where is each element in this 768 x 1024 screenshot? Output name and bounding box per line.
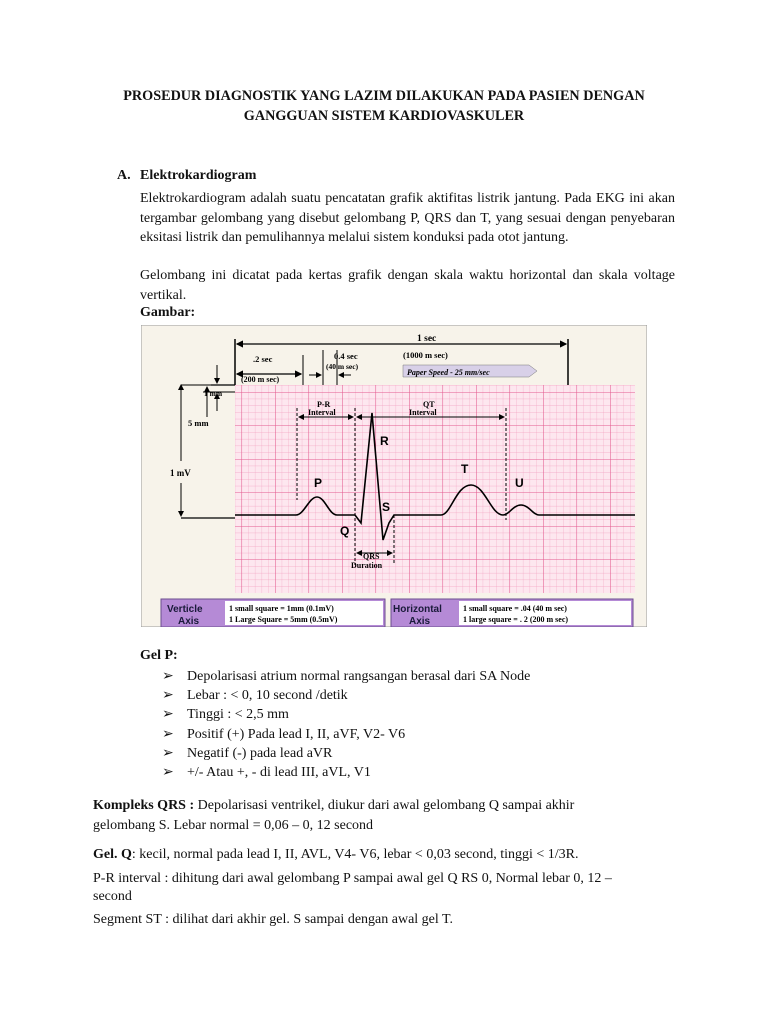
pr-interval-text-1: P-R interval : dihitung dari awal gelombang P sampai awal gel Q RS 0, Normal lebar 0, 12 –: [93, 871, 612, 886]
horizontal-large-square: 1 large square = . 2 (200 m sec): [463, 615, 569, 624]
wave-label-t: T: [461, 462, 469, 476]
label-qrs: QRS: [363, 552, 380, 561]
label-5mm: 5 mm: [188, 418, 209, 428]
label-qt-interval: Interval: [409, 408, 437, 417]
list-item: ➢ Tinggi : < 2,5 mm: [162, 705, 530, 724]
label-qt: QT: [423, 400, 435, 409]
arrow-bullet-icon: ➢: [162, 688, 174, 704]
label-40-msec: (40 m sec): [326, 362, 359, 371]
list-item: ➢ Depolarisasi atrium normal rangsangan berasal dari SA Node: [162, 667, 530, 686]
list-item: ➢ Positif (+) Pada lead I, II, aVF, V2- V6: [162, 725, 530, 744]
wave-label-u: U: [515, 476, 524, 490]
ekg-diagram: [141, 325, 647, 627]
label-200-msec: (200 m sec): [241, 375, 280, 384]
arrow-bullet-icon: ➢: [162, 745, 174, 761]
gel-q-paragraph: [93, 845, 683, 865]
kompleks-qrs-text-2: gelombang S. Lebar normal = 0,06 – 0, 12 second: [93, 818, 374, 833]
vertical-axis-title-2: Axis: [178, 616, 200, 627]
list-item: ➢ +/- Atau +, - di lead III, aVL, V1: [162, 763, 530, 782]
horizontal-small-square: 1 small square = .04 (40 m sec): [463, 604, 567, 613]
arrow-bullet-icon: ➢: [162, 669, 174, 684]
section-a-paragraph-2: Gelombang ini dicatat pada kertas grafik dengan skala waktu horizontal dan skala voltage vertikal.: [140, 268, 675, 303]
segment-st-paragraph: Segment ST : dilihat dari akhir gel. S sampai dengan awal gel T.: [93, 912, 454, 927]
pr-interval-paragraph: [93, 870, 683, 906]
horizontal-axis-title-1: Horizontal: [393, 604, 442, 615]
label-qrs-duration: Duration: [351, 561, 383, 570]
section-a-heading: [117, 168, 256, 184]
section-a-paragraph-1: Elektrokardiogram adalah suatu pencatatan grafik aktifitas listrik jantung. Pada EKG ini akan tergambar gelombang yang disebut gelombang P, QRS dan T, yang sesuai dengan penyebaran eksitasi listrik dan pemulihannya melalui sistem konduksi pada otot jantung.: [140, 191, 675, 245]
gambar-label: Gambar:: [140, 305, 196, 320]
label-1-sec: 1 sec: [417, 334, 437, 344]
wave-label-s: S: [382, 500, 391, 514]
list-item: ➢ Lebar : < 0, 10 second /detik: [162, 686, 530, 705]
horizontal-axis-title-2: Axis: [409, 616, 431, 627]
arrow-bullet-icon: ➢: [162, 726, 174, 742]
arrow-bullet-icon: ➢: [162, 765, 174, 781]
gel-p-list: [162, 667, 530, 782]
label-1000-msec: (1000 m sec): [403, 350, 448, 360]
kompleks-qrs-text-1: Depolarisasi ventrikel, diukur dari awal gelombang Q sampai akhir: [194, 798, 575, 813]
section-number: A.: [117, 168, 131, 183]
gel-p-title: Gel P:: [140, 648, 178, 663]
label-04-sec: 0.4 sec: [334, 351, 358, 361]
title-line-2: GANGGUAN SISTEM KARDIOVASKULER: [243, 108, 525, 124]
section-title: Elektrokardiogram: [140, 168, 257, 183]
wave-label-p: P: [314, 476, 323, 490]
vertical-axis-title-1: Verticle: [167, 604, 203, 615]
kompleks-qrs-paragraph: [93, 796, 683, 836]
list-item: ➢ Negatif (-) pada lead aVR: [162, 744, 530, 763]
kompleks-qrs-label: Kompleks QRS :: [93, 798, 195, 813]
title-line-1: PROSEDUR DIAGNOSTIK YANG LAZIM DILAKUKAN PADA PASIEN DENGAN: [123, 88, 645, 104]
label-02-sec: .2 sec: [253, 354, 273, 364]
gel-q-label: Gel. Q: [93, 847, 132, 862]
label-1mm: 1 mm: [204, 389, 223, 398]
label-pr: P-R: [317, 400, 331, 409]
vertical-small-square: 1 small square = 1mm (0.1mV): [229, 604, 334, 613]
arrow-bullet-icon: ➢: [162, 707, 174, 723]
wave-label-q: Q: [340, 524, 350, 538]
pr-interval-text-2: second: [93, 889, 132, 904]
label-pr-interval: Interval: [308, 408, 336, 417]
vertical-large-square: 1 Large Square = 5mm (0.5mV): [229, 615, 338, 624]
gel-q-text: : kecil, normal pada lead I, II, AVL, V4- V6, lebar < 0,03 second, tinggi < 1/3R.: [131, 847, 579, 862]
label-1mv: 1 mV: [170, 468, 191, 478]
label-paper-speed: Paper Speed - 25 mm/sec: [407, 368, 490, 377]
wave-label-r: R: [380, 434, 389, 448]
document-title: [60, 86, 708, 126]
